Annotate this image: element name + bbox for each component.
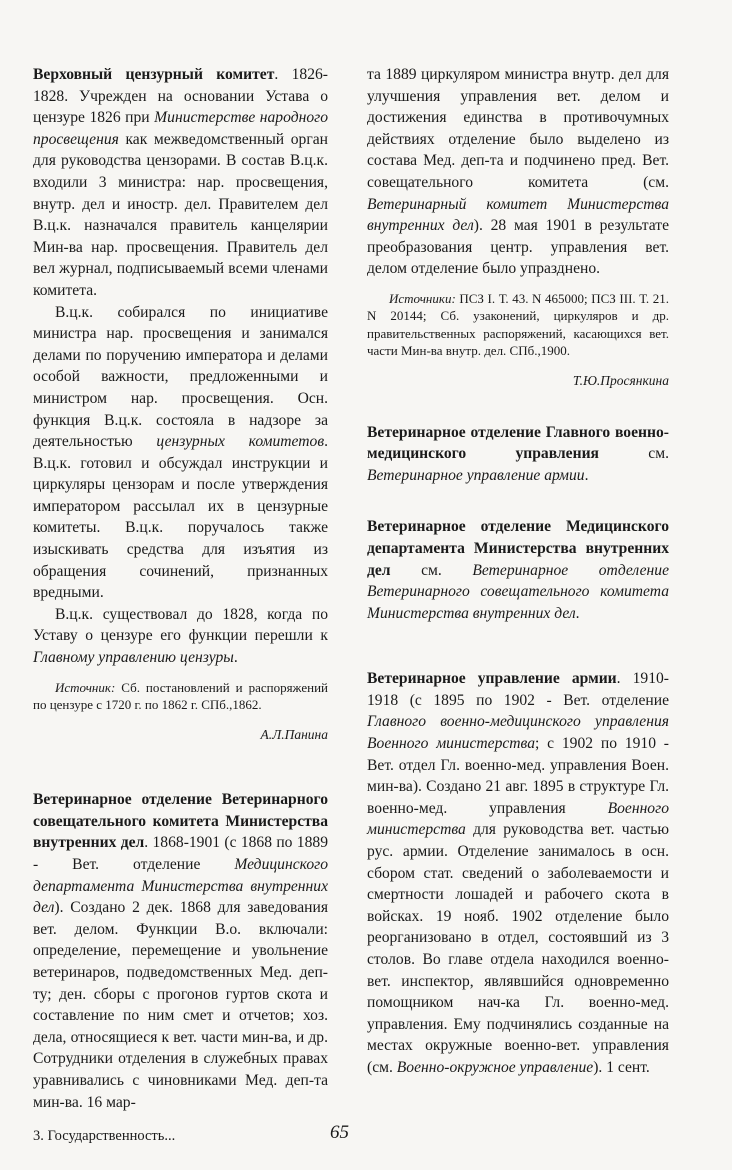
article-vet-otdelenie-med-dep: Ветеринарное отделение Медицинского департамента Министерства внутренних дел см. Ветеринарное отделение Ветеринарного совещательного комитета Министерства внутренних дел. (367, 518, 669, 622)
page-number: 65 (330, 1122, 349, 1143)
spacer (33, 745, 328, 789)
cross-reference: Военного министерства (367, 799, 669, 839)
spacer (367, 624, 669, 668)
sources: Источники: ПСЗ I. Т. 43. N 465000; ПСЗ III. Т. 21. N 20144; Сб. узаконений, циркуляров и др. правительственных распоряжений, касающихся вет. части Мин-ва внутр. дел. СПб.,1900. (367, 290, 669, 359)
article-vet-upravlenie-armii: Ветеринарное управление армии. 1910-1918 (с 1895 по 1902 - Вет. отделение Главного военно-медицинского управления Военного министерства; с 1902 по 1910 - Вет. отдел Гл. военно-мед. управления Воен. мин-ва). Создано 21 авг. 1895 в структуре Гл. военно-мед. управления Военного министерства для руководства вет. частью рус. армии. Отделение занималось в осн. сбором стат. сведений о заболеваемости и смертности лошадей и рабочего скота в войсках. 19 нояб. 1902 отделение было реорганизовано в отдел, состоявший из 3 столов. Во главе отдела находился военно-вет. инспектор, являвшийся одновременно помощником нач-ка Гл. военно-мед. управления. Ему подчинялись созданные на местах окружные военно-вет. управления (см. Военно-окружное управление). 1 сент. (367, 670, 669, 1076)
cross-reference: Главному управлению цензуры (33, 649, 234, 667)
cross-reference: Медицинского департамента Министерства внутренних дел (33, 856, 328, 917)
author-signature: А.Л.Панина (260, 726, 328, 742)
cross-reference: цензурных комитетов (156, 433, 325, 451)
right-column (367, 64, 669, 1079)
article-title: Ветеринарное отделение Медицинского департамента Министерства внутренних дел (367, 518, 669, 579)
article-title: Ветеринарное отделение Главного военно-медицинского управления (367, 423, 669, 463)
article-title: Верховный цензурный комитет (33, 66, 275, 83)
running-footer: 3. Государственность... (33, 1128, 176, 1144)
article-verkhovny-komitet: Верховный цензурный комитет. 1826-1828. Учрежден на основании Устава о цензуре 1826 при Министерстве народного просвещения как межведомственный орган для руководства цензорами. В состав В.ц.к. входили 3 министра: нар. просвещения, внутр. дел и иностр. дел. Правителем дел В.ц.к. назначался правитель канцелярии Мин-ва нар. просвещения. Правитель дел вел журнал, подписываемый всеми членами комитета. (33, 66, 328, 299)
article-vet-otdelenie-komiteta: Ветеринарное отделение Ветеринарного совещательного комитета Министерства внутренних дел. 1868-1901 (с 1868 по 1889 - Вет. отделение Медицинского департамента Министерства внутренних дел). Создано 2 дек. 1868 для заведования вет. делом. Функции В.о. включали: определение, перемещение и увольнение ветеринаров, подведомственных Мед. деп-ту; ден. сборы с прогонов гуртов скота и составление по ним смет и отчетов; хоз. дела, относящиеся к вет. части мин-ва, и др. Сотрудники отделения в служебных правах уравнивались с чиновниками Мед. деп-та мин-ва. 16 мар- (33, 791, 328, 1111)
left-column (33, 64, 328, 1113)
cross-reference: Ветеринарный комитет Министерства внутренних дел (367, 195, 669, 235)
article-title: Ветеринарное управление армии (367, 670, 617, 688)
article-continuation: та 1889 циркуляром министра внутр. дел для улучшения управления вет. делом и достижения единства в противочумных действиях отделение было выделено из состава Мед. деп-та и подчинено пред. Вет. совещательного комитета (см. Ветеринарный комитет Министерства внутренних дел). 28 мая 1901 в результате преобразования центр. управления вет. делом отделение было упразднено. (367, 66, 670, 278)
paragraph: В.ц.к. собирался по инициативе министра нар. просвещения и занимался делами по поручению императора и делами особой важности, предложенными и министром нар. просвещения. Осн. функция В.ц.к. состояла в надзоре за деятельностью цензурных комитетов. В.ц.к. готовил и обсуждал инструкции и циркуляры цензорам и после утверждения императором рассылал их в цензурные комитеты. В.ц.к. поручалось также изыскивать средства для изъятия из обращения сочинений, признанных вредными. (33, 303, 328, 602)
article-title: Ветеринарное отделение Ветеринарного совещательного комитета Министерства внутренних дел (33, 791, 328, 852)
sources: Источник: Сб. постановлений и распоряжений по цензуре с 1720 г. по 1862 г. СПб.,1862. (33, 679, 328, 713)
paragraph: В.ц.к. существовал до 1828, когда по Уставу о цензуре его функции перешли к Главному управлению цензуры. (33, 605, 328, 667)
article-vet-otdelenie-gvmu: Ветеринарное отделение Главного военно-медицинского управления см. Ветеринарное управление армии. (367, 423, 669, 484)
spacer (367, 392, 669, 422)
cross-reference: Главного военно-медицинского управления Военного министерства (367, 713, 669, 753)
cross-reference: Министерстве народного просвещения (33, 109, 328, 148)
cross-reference: Ветеринарное управление армии (367, 466, 585, 484)
author-signature: Т.Ю.Просянкина (572, 372, 669, 388)
cross-reference: Ветеринарное отделение Ветеринарного совещательного комитета Министерства внутренних дел (367, 561, 669, 622)
cross-reference: Военно-окружное управление (396, 1058, 594, 1076)
spacer (367, 486, 669, 516)
